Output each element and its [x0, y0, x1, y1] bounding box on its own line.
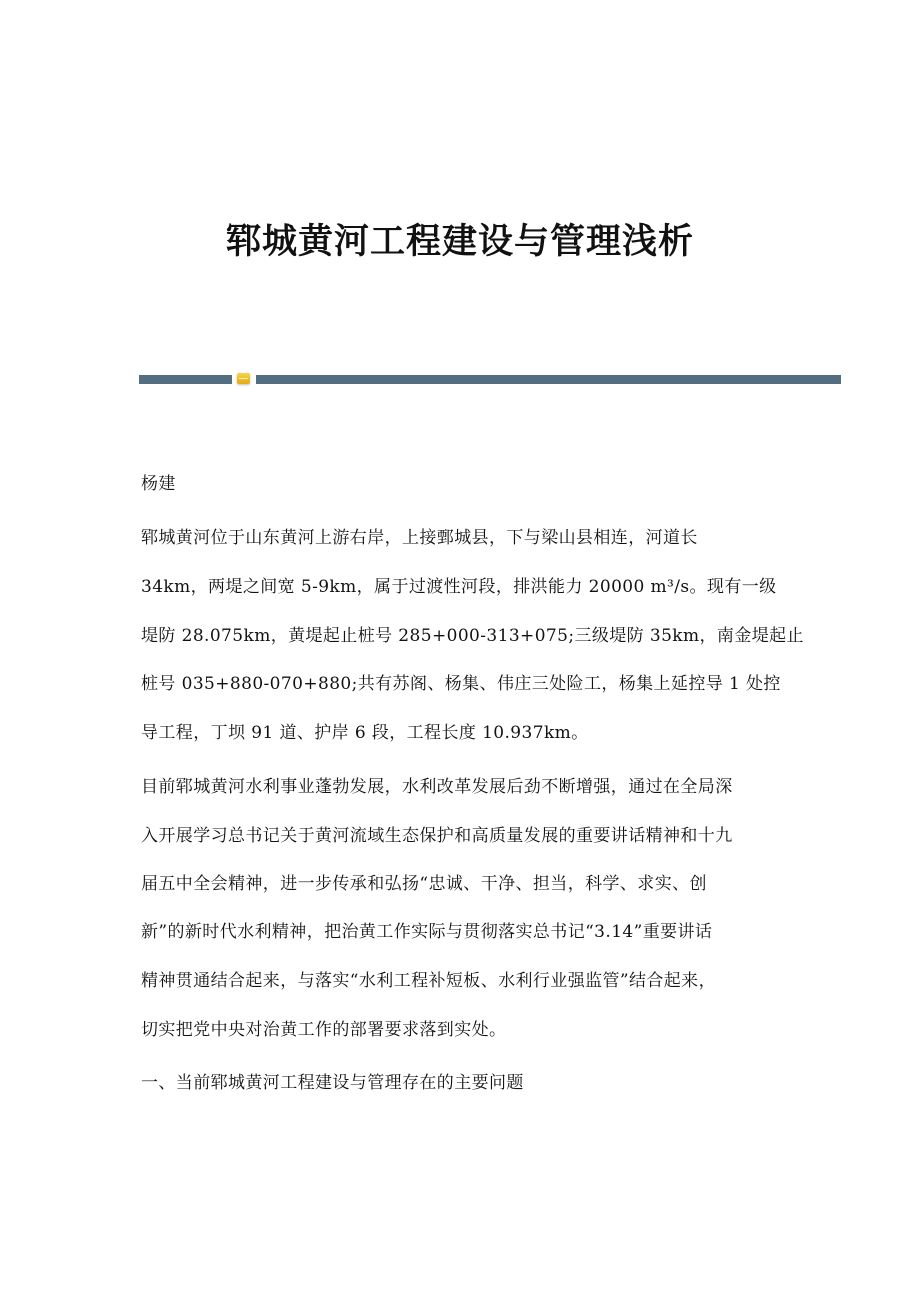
- title-divider-left: [139, 375, 232, 384]
- document-title: 郓城黄河工程建设与管理浅析: [225, 221, 694, 262]
- paragraph-line: 桩号 035+880-070+880;共有苏阁、杨集、伟庄三处险工，杨集上延控导 1 处控: [141, 674, 781, 694]
- paragraph-line: 入开展学习总书记关于黄河流域生态保护和高质量发展的重要讲话精神和十九: [141, 826, 733, 846]
- paragraph-line: 郓城黄河位于山东黄河上游右岸，上接鄄城县，下与梁山县相连，河道长: [141, 528, 698, 548]
- paragraph-line: 届五中全会精神，进一步传承和弘扬“忠诚、干净、担当，科学、求实、创: [141, 874, 707, 894]
- paragraph-line: 堤防 28.075km，黄堤起止桩号 285+000-313+075;三级堤防 35km，南金堤起止: [141, 626, 804, 646]
- paragraph-line: 导工程，丁坝 91 道、护岸 6 段，工程长度 10.937km。: [141, 723, 589, 743]
- paragraph-line: 新”的新时代水利精神，把治黄工作实际与贯彻落实总书记“3.14”重要讲话: [141, 922, 713, 942]
- paragraph-line: 目前郓城黄河水利事业蓬勃发展，水利改革发展后劲不断增强，通过在全局深: [141, 777, 733, 797]
- paragraph-line: 精神贯通结合起来，与落实“水利工程补短板、水利行业强监管”结合起来，: [141, 971, 716, 991]
- paragraph-line: 34km，两堤之间宽 5-9km，属于过渡性河段，排洪能力 20000 m³/s。现有一级: [141, 577, 777, 597]
- divider-ornament-icon: [237, 373, 250, 384]
- section-heading: 一、当前郓城黄河工程建设与管理存在的主要问题: [141, 1073, 524, 1093]
- title-divider-right: [256, 375, 841, 384]
- author: 杨建: [141, 474, 176, 494]
- paragraph-line: 切实把党中央对治黄工作的部署要求落到实处。: [141, 1020, 507, 1040]
